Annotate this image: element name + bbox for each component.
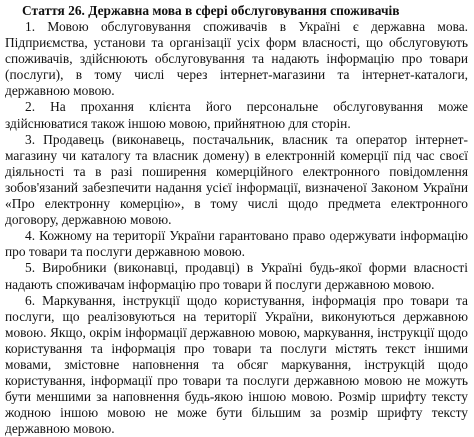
article-title: Стаття 26. Державна мова в сфері обслуговування споживачів <box>22 3 400 18</box>
paragraph-6: 6. Маркування, інструкції щодо користування, інформація про товари та послуги, що реалізовуються на території України, виконуються державною мовою. Якщо, окрім інформації державною мовою, маркування, інструкції щодо користування та інформація про товари та послуги містять текст іншими мовами, змістовне наповнення та обсяг маркування, інструкцій щодо користування, інформації про товари та послуги державною мовою не можуть бути меншими за наповнення будь-якою іншою мовою. Розмір шрифту тексту жодною іншою мовою не може бути більшим за розмір шрифту тексту державною мовою. <box>5 292 468 437</box>
paragraph-4: 4. Кожному на території України гарантовано право одержувати інформацію про товари та послуги державною мовою. <box>5 228 468 260</box>
paragraph-5: 5. Виробники (виконавці, продавці) в Україні будь-якої форми власності надають споживачам інформацію про товари й послуги державною мовою. <box>5 260 468 292</box>
paragraph-2: 2. На прохання клієнта його персональне обслуговування може здійснюватися також іншою мовою, прийнятною для сторін. <box>5 99 468 131</box>
paragraph-1: 1. Мовою обслуговування споживачів в Україні є державна мова. Підприємства, установи та організації усіх форм власності, що обслуговують споживачів, здійснюють обслуговування та надають інформацію про товари (послуги), в тому числі через інтернет-магазини та інтернет-каталоги, державною мовою. <box>5 19 468 99</box>
paragraph-3: 3. Продавець (виконавець, постачальник, власник та оператор інтернет-магазину чи каталогу та власник домену) в електронній комерції під час своєї діяльності та в разі поширення комерційного електронного повідомлення зобов'язаний забезпечити надання усієї інформації, визначеної Законом України «Про електронну комерцію», в тому числі щодо предмета електронного договору, державною мовою. <box>5 131 468 228</box>
